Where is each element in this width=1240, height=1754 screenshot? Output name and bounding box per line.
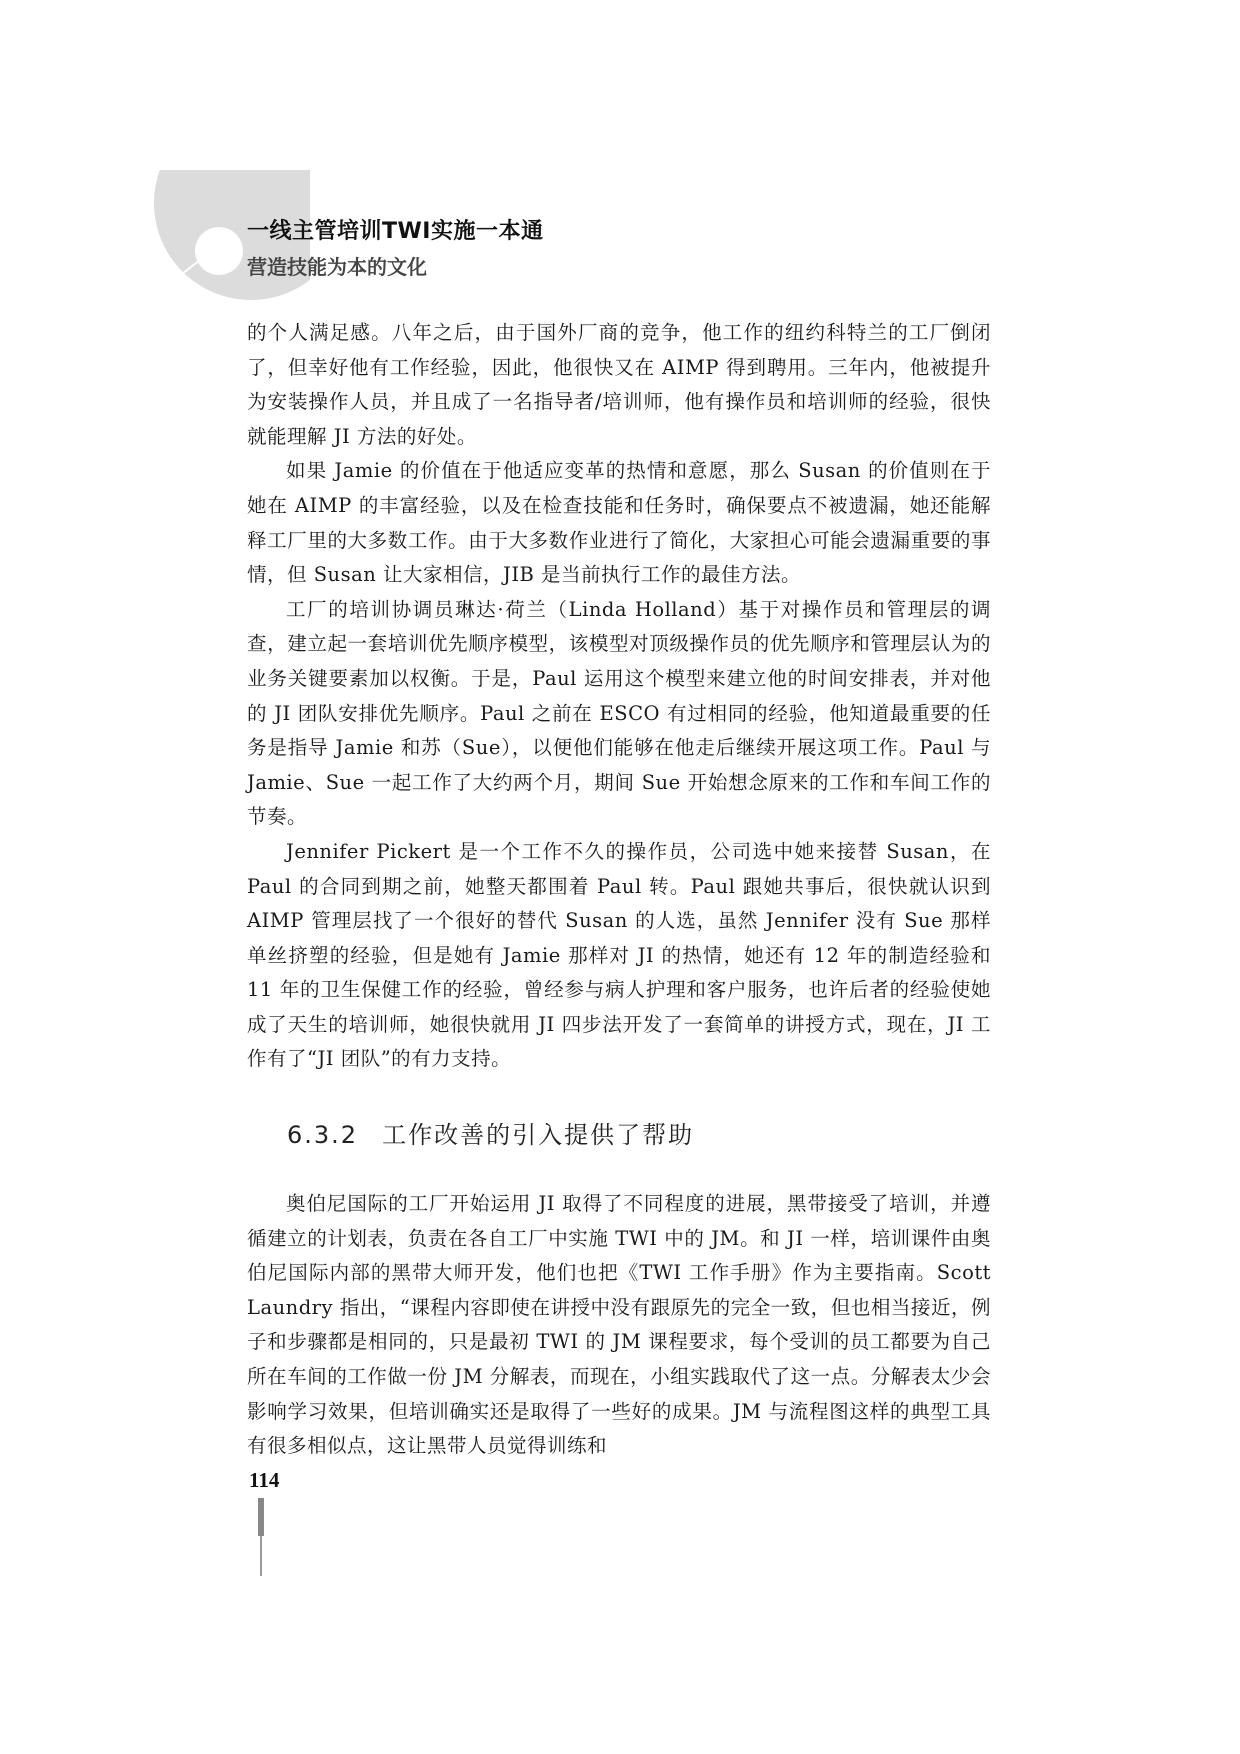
page-body xyxy=(247,316,991,1464)
paragraph: 奥伯尼国际的工厂开始运用 JI 取得了不同程度的进展，黑带接受了培训，并遵循建立的计划表，负责在各自工厂中实施 TWI 中的 JM。和 JI 一样，培训课件由奥伯尼国际内部的黑带大师开发，他们也把《TWI 工作手册》作为主要指南。Scott Laundry 指出，“课程内容即使在讲授中没有跟原先的完全一致，但也相当接近，例子和步骤都是相同的，只是最初 TWI 的 JM 课程要求，每个受训的员工都要为自己所在车间的工作做一份 JM 分解表，而现在，小组实践取代了这一点。分解表太少会影响学习效果，但培训确实还是取得了一些好的成果。JM 与流程图这样的典型工具有很多相似点，这让黑带人员觉得训练和 xyxy=(247,1192,991,1458)
paragraph: 如果 Jamie 的价值在于他适应变革的热情和意愿，那么 Susan 的价值则在于她在 AIMP 的丰富经验，以及在检查技能和任务时，确保要点不被遗漏，她还能解释工厂里的大多数工作。由于大多数作业进行了简化，大家担心可能会遗漏重要的事情，但 Susan 让大家相信，JIB 是当前执行工作的最佳方法。 xyxy=(247,459,991,587)
white-circle-shape xyxy=(195,227,243,275)
section-heading xyxy=(287,1115,991,1150)
paragraph-continued: 的个人满足感。八年之后，由于国外厂商的竞争，他工作的纽约科特兰的工厂倒闭了，但幸好他有工作经验，因此，他很快又在 AIMP 得到聘用。三年内，他被提升为安装操作人员，并且成了一名指导者/培训师，他有操作员和培训师的经验，很快就能理解 JI 方法的好处。 xyxy=(247,321,991,448)
book-title: 一线主管培训TWI实施一本通 xyxy=(247,219,544,244)
section-number: 6.3.2 xyxy=(287,1121,359,1150)
paragraph: Jennifer Pickert 是一个工作不久的操作员，公司选中她来接替 Susan，在 Paul 的合同到期之前，她整天都围着 Paul 转。Paul 跟她共事后，很快就认识到 AIMP 管理层找了一个很好的替代 Susan 的人选，虽然 Jennifer 没有 Sue 那样单丝挤塑的经验，但是她有 Jamie 那样对 JI 的热情，她还有 12 年的制造经验和 11 年的卫生保健工作的经验，曾经参与病人护理和客户服务，也许后者的经验使她成了天生的培训师，她很快就用 JI 四步法开发了一套简单的讲授方式，现在，JI 工作有了“JI 团队”的有力支持。 xyxy=(247,839,991,1071)
footer-line-decoration xyxy=(260,1536,262,1576)
footer-bar-decoration xyxy=(258,1498,264,1536)
page-number: 114 xyxy=(249,1468,280,1492)
section-title: 工作改善的引入提供了帮助 xyxy=(382,1121,695,1150)
paragraph: 工厂的培训协调员琳达·荷兰（Linda Holland）基于对操作员和管理层的调查，建立起一套培训优先顺序模型，该模型对顶级操作员的优先顺序和管理层认为的业务关键要素加以权衡。于是，Paul 运用这个模型来建立他的时间安排表，并对他的 JI 团队安排优先顺序。Paul 之前在 ESCO 有过相同的经验，他知道最重要的任务是指导 Jamie 和苏（Sue），以便他们能够在他走后继续开展这项工作。Paul 与 Jamie、Sue 一起工作了大约两个月，期间 Sue 开始想念原来的工作和车间工作的节奏。 xyxy=(247,597,991,829)
book-subtitle: 营造技能为本的文化 xyxy=(247,255,427,279)
